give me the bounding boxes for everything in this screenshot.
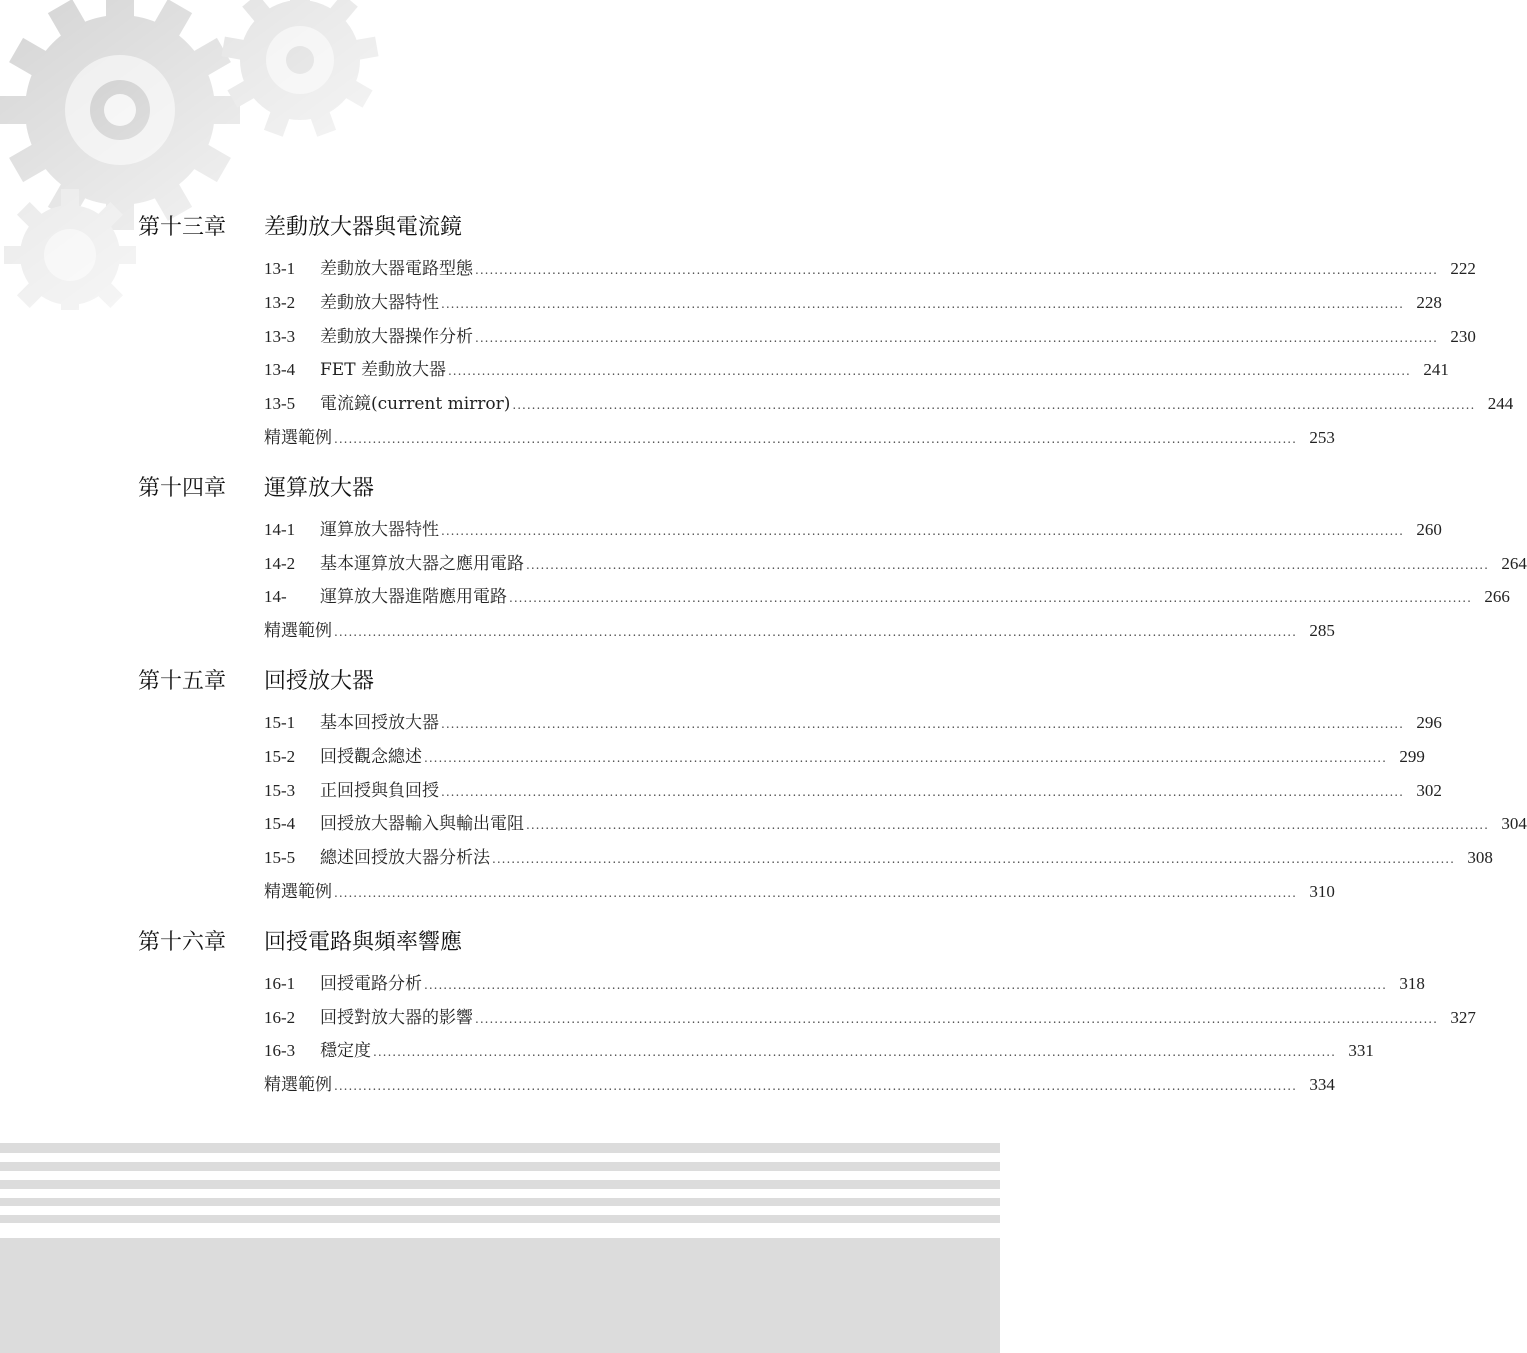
chapter: [138, 925, 1476, 1104]
dot-leader: ........................................................................................................................................................................................................: [441, 784, 1404, 799]
dot-leader: ........................................................................................................................................................................................................: [526, 557, 1489, 572]
section-number: 15-3: [264, 780, 296, 800]
page-number: 331: [1348, 1041, 1374, 1061]
toc-entry: [264, 708, 1442, 742]
dot-leader: ........................................................................................................................................................................................................: [492, 852, 1455, 867]
section-number: 15-5: [264, 848, 296, 868]
dot-leader: ........................................................................................................................................................................................................: [334, 1079, 1297, 1094]
section-title: 精選範例: [264, 427, 332, 448]
page-number: 253: [1309, 427, 1335, 447]
page-number: 304: [1501, 814, 1527, 834]
section-number: 15-1: [264, 712, 296, 732]
page-number: 334: [1309, 1075, 1335, 1095]
toc-entry: [264, 288, 1442, 322]
chapter-title: 回授電路與頻率響應: [264, 929, 463, 955]
section-title: 總述回授放大器分析法: [320, 848, 490, 869]
toc-entry: [264, 1036, 1374, 1070]
table-of-contents: [138, 210, 1527, 1118]
dot-leader: ........................................................................................................................................................................................................: [334, 885, 1297, 900]
toc-entry: [264, 776, 1442, 810]
stripe: [0, 1143, 1000, 1153]
toc-entry: [264, 616, 1335, 650]
section-title: 回授觀念總述: [320, 746, 422, 767]
section-number: 13-2: [264, 292, 296, 312]
chapter-heading: [138, 210, 862, 254]
page-number: 228: [1416, 292, 1442, 312]
section-title: 運算放大器特性: [320, 519, 439, 540]
section-number: 13-1: [264, 259, 296, 278]
section-number: 14-: [264, 587, 287, 607]
dot-leader: ........................................................................................................................................................................................................: [373, 1045, 1336, 1060]
stripe: [0, 1215, 1000, 1223]
section-title: 回授放大器輸入與輸出電阻: [320, 814, 524, 835]
chapter-title: 回授放大器: [264, 668, 375, 694]
chapter-number: 第十四章: [138, 475, 227, 501]
chapter: [138, 210, 1514, 457]
section-title: 正回授與負回授: [320, 780, 439, 801]
toc-entry: [264, 969, 1425, 1003]
dot-leader: ........................................................................................................................................................................................................: [441, 523, 1404, 538]
page-number: 327: [1450, 1007, 1476, 1027]
section-title: 差動放大器操作分析: [320, 326, 473, 347]
toc-entry: [264, 322, 1476, 356]
toc-entry: [264, 549, 1527, 583]
section-number: 13-4: [264, 360, 296, 380]
section-number: 13-3: [264, 326, 296, 346]
dot-leader: ........................................................................................................................................................................................................: [334, 431, 1297, 446]
section-title: 運算放大器進階應用電路: [320, 587, 507, 608]
section-title: 回授對放大器的影響: [320, 1007, 473, 1028]
chapter-number: 第十六章: [138, 929, 227, 955]
section-title: 基本運算放大器之應用電路: [320, 553, 524, 574]
page-number: 260: [1416, 519, 1442, 539]
dot-leader: ........................................................................................................................................................................................................: [447, 364, 1411, 379]
dot-leader: ........................................................................................................................................................................................................: [424, 750, 1387, 765]
toc-entry: [264, 515, 1442, 549]
dot-leader: ........................................................................................................................................................................................................: [512, 398, 1476, 413]
dot-leader: ........................................................................................................................................................................................................: [424, 977, 1387, 992]
toc-entry: [264, 1070, 1335, 1104]
section-number: 13-5: [264, 394, 296, 414]
page-number: 308: [1467, 848, 1493, 868]
dot-leader: ........................................................................................................................................................................................................: [441, 716, 1404, 731]
page-number: 299: [1399, 746, 1425, 766]
toc-entry: [264, 254, 1476, 288]
chapter-title: 差動放大器與電流鏡: [264, 215, 463, 240]
section-title: 差動放大器電路型態: [320, 259, 473, 279]
page-number: 264: [1501, 553, 1527, 573]
section-title: 差動放大器特性: [320, 292, 439, 313]
toc-entry: [264, 355, 1449, 389]
dot-leader: ........................................................................................................................................................................................................: [475, 330, 1438, 345]
dot-leader: ........................................................................................................................................................................................................: [509, 591, 1472, 606]
gear-large-icon: [0, 0, 240, 230]
section-title: 基本回授放大器: [320, 712, 439, 733]
section-title: 精選範例: [264, 621, 332, 642]
section-number: 14-1: [264, 519, 296, 539]
page-number: 285: [1309, 621, 1335, 641]
section-title: 電流鏡(current mirror): [320, 394, 511, 415]
stripe: [0, 1180, 1000, 1189]
dot-leader: ........................................................................................................................................................................................................: [475, 1011, 1438, 1026]
page-number: 296: [1416, 712, 1442, 732]
toc-entry: [264, 423, 1335, 457]
section-number: 16-2: [264, 1007, 296, 1027]
section-number: 14-2: [264, 553, 296, 573]
toc-entry: [264, 742, 1425, 776]
dot-leader: ........................................................................................................................................................................................................: [526, 818, 1489, 833]
toc-entry: [264, 809, 1527, 843]
bottom-fill: [0, 1238, 1000, 1353]
chapter-title: 運算放大器: [264, 475, 375, 501]
section-number: 16-3: [264, 1041, 296, 1061]
page-number: 222: [1450, 259, 1476, 278]
page-number: 318: [1399, 973, 1425, 993]
chapter-heading: [138, 664, 862, 708]
gear-bottom-icon: [4, 189, 136, 321]
section-title: 精選範例: [264, 881, 332, 902]
page-number: 244: [1487, 394, 1514, 414]
section-title: 精選範例: [264, 1075, 332, 1096]
toc-entry: [264, 1003, 1476, 1037]
chapter-number: 第十三章: [138, 215, 227, 240]
dot-leader: ........................................................................................................................................................................................................: [475, 263, 1438, 277]
chapter-heading: [138, 925, 862, 969]
page-number: 302: [1416, 780, 1442, 800]
chapter-heading: [138, 471, 862, 515]
stripe: [0, 1198, 1000, 1206]
section-number: 16-1: [264, 973, 296, 993]
page-number: 310: [1309, 881, 1335, 901]
section-title: 穩定度: [320, 1041, 371, 1062]
dot-leader: ........................................................................................................................................................................................................: [334, 625, 1297, 640]
gear-small-icon: [221, 0, 378, 137]
toc-entry: [264, 877, 1335, 911]
chapter: [138, 664, 1527, 911]
chapter: [138, 471, 1527, 650]
dot-leader: ........................................................................................................................................................................................................: [441, 296, 1404, 311]
chapter-number: 第十五章: [138, 668, 227, 694]
section-title: FET 差動放大器: [320, 360, 446, 381]
section-title: 回授電路分析: [320, 973, 422, 994]
page-number: 230: [1450, 326, 1476, 346]
section-number: 15-4: [264, 814, 296, 834]
section-number: 15-2: [264, 746, 296, 766]
toc-entry: [264, 389, 1514, 423]
toc-entry: [264, 582, 1510, 616]
stripe: [0, 1162, 1000, 1171]
page-number: 266: [1484, 587, 1510, 607]
page-number: 241: [1423, 360, 1449, 380]
toc-entry: [264, 843, 1493, 877]
